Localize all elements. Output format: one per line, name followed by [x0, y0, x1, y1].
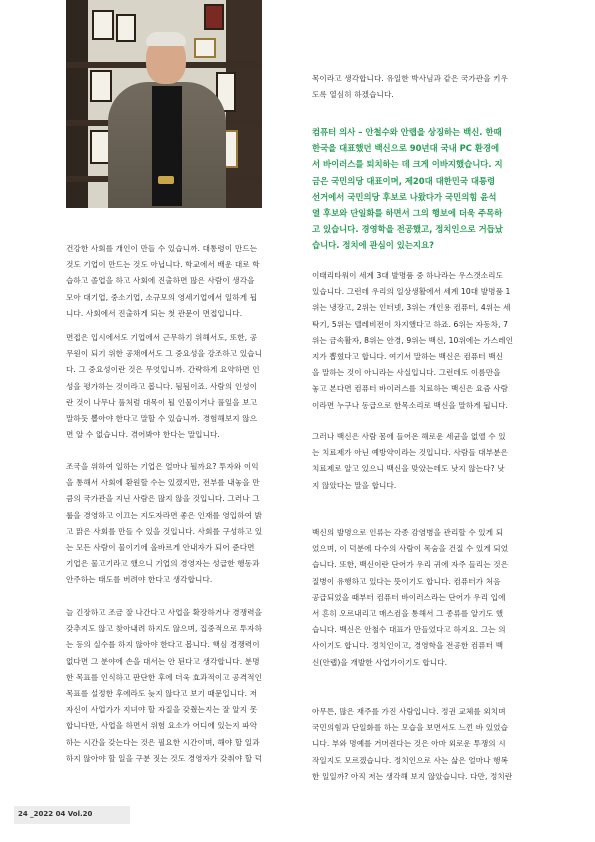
right-paragraph-1: 이태리타워이 세계 3대 발명품 중 하나라는 우스갯소리도 있습니다. 그런데 우리의 일상생활에서 세계 10대 발명품 1 위는 냉장고, 2위는 인터넷, 3위는 개인용 컴퓨터, 4위는 세 탁기, 5위는 텔레비전이 차지했다고 하죠. 6위는 자동차, 7 위는 금속활자, 8위는 안경, 9위는 백신, 10위에는 가스레인 지가 뽑혔다고 합니다. 여기서 말하는 백신은 컴퓨터 백신 을 말하는 것이 아니라는 사실입니다. 그런데도 이름만을 놓고 본다면 컴퓨터 바이러스를 치료하는 백신은 요즘 사람 이라면 누구나 동급으로 한목소리로 백신을 말하게 됩니다.	[312, 271, 514, 410]
left-paragraph-1: 건강한 사회를 개인이 만들 수 있습니까. 대통령이 만드는 것도 기업이 만드는 것도 아닙니다. 학교에서 배운 대로 학 습하고 졸업을 하고 사회에 진출하면 많은 사람이 생각을 모아 대기업, 중소기업, 소규모의 영세기업에서 일하게 됩 니다. 사회에서 진출하게 되는 첫 관문이 면접입니다.	[66, 244, 260, 318]
right-paragraph-3: 백신의 발명으로 인류는 각종 감염병을 관리할 수 있게 되 었으며, 이 덕분에 다수의 사람이 목숨을 건질 수 있게 되었 습니다. 또한, 백신이란 단어가 우리 귀에 자주 들리는 것은 질병이 유행하고 있다는 뜻이기도 합니다. 컴퓨터가 처음 공급되었을 때부터 컴퓨터 바이러스라는 단어가 우리 입에 서 흔히 오르내리고 매스컴을 통해서 그 종류를 알기도 했 습니다. 백신은 안철수 대표가 만들었다고 하지요. 그는 의 사이기도 합니다. 정치인이고, 경영학을 전공한 컴퓨터 백 신(안랩)을 개발한 사업가이기도 합니다.	[312, 528, 509, 667]
right-paragraph-2: 그러나 백신은 사람 몸에 들어온 해로운 세균을 없앨 수 있 는 치료제가 아닌 예방약이라는 것입니다. 사람들 대부분은 치료제로 알고 있으니 백신을 맞았는데도 낫지 않는다? 낫 지 않았다는 말을 합니다.	[312, 432, 509, 490]
award-frame	[204, 4, 224, 30]
certificate-frame	[116, 14, 136, 42]
belt-buckle	[158, 176, 174, 184]
right-paragraph-4: 아무튼, 많은 재주를 가진 사람입니다. 정권 교체를 외치며 국민의힘과 단일화를 하는 모습을 보면서도 느낀 바 있었습 니다. 부와 명예를 거머쥔다는 것은 아마 외로운 투쟁의 시 작일지도 모르겠습니다. 정치인으로 사는 삶은 얼마나 행복 한 일일까? 아직 저는 생각해 보지 않았습니다. 다만, 정치란	[312, 707, 513, 781]
page-footer: 24 _2022 04 Vol.20	[18, 810, 93, 818]
left-paragraph-4: 늘 긴장하고 조금 잘 나간다고 사업을 확장하거나 경쟁력을 갖추지도 않고 찾아내려 하지도 않으며, 집중적으로 투자하 는 등의 실수를 하지 않아야 한다고 봅니다. 핵심 경쟁력이 없다면 그 분야에 손을 대서는 안 된다고 생각합니다. 분명 한 목표를 인식하고 판단한 후에 더욱 효과적이고 공격적인 목표를 설정한 후에라도 늦지 않다고 보기 때문입니다. 저 자신이 사업가가 지녀야 할 자질을 갖췄는지는 잘 알지 못 합니다만, 사업을 하면서 위험 요소가 어디에 있는지 파악 하는 시간을 갖는다는 것은 필요한 시간이며, 해야 할 일과 하지 않아야 할 일을 구분 짓는 것도 경영자가 갖춰야 할 덕	[66, 608, 263, 763]
person-hair	[146, 32, 186, 46]
right-paragraph-top: 목이라고 생각합니다. 유일한 박사님과 같은 국가관을 키우 도록 열심히 하겠습니다.	[312, 74, 509, 100]
left-paragraph-2: 면접은 입시에서도 기업에서 근무하기 위해서도, 또한, 공 무원이 되기 위한 공채에서도 그 중요성을 강조하고 있습니 다. 그 중요성이란 것은 무엇입니까. 간략하게 요약하면 인 성을 평가하는 것이라고 봅니다. 됨됨이죠. 사람의 인성이 란 것이 나무나 풀처럼 대목이 될 인물이거나 풀잎을 보고 말하듯 뽑아야 한다고 말할 수 있습니까. 경험해보지 않으 면 알 수 없습니다. 겪어봐야 한다는 말입니다.	[66, 333, 263, 440]
left-paragraph-3: 조국을 위하여 일하는 기업은 얼마나 될까요? 투자와 이익 을 통해서 사회에 환원할 수는 있겠지만, 전부를 내놓을 만 큼의 국가관을 지닌 사람은 많지 않을 것입니다. 그러나 그 룹을 경영하고 이끄는 지도자라면 좋은 인재를 영입하여 밝 고 맑은 사회를 만들 수 있을 것입니다. 사회를 구성하고 있 는 모든 사람이 물이기에 올바르게 안내자가 되어 준다면 기업은 물고기라고 했으니 기업의 경영자는 성급한 행동과 안주하는 태도를 버려야 한다고 생각합니다.	[66, 462, 263, 585]
certificate-frame	[90, 70, 112, 102]
portrait-photo	[66, 0, 262, 208]
person-shirt	[152, 86, 182, 206]
interview-question: 컴퓨터 의사 – 안철수와 안랩을 상징하는 백신. 한때 한국을 대표했던 백신으로 90년대 국내 PC 환경에 서 바이러스를 퇴치하는 데 크게 이바지했습니다. 지 금은 국민의당 대표이며, 제20대 대한민국 대통령 선거에서 국민의당 후보로 나왔다가 국민의힘 윤석 열 후보와 단일화를 하면서 그의 행보에 더욱 주목하 고 있습니다. 경영학을 전공했고, 정치인으로 거듭났 습니다. 정치에 관심이 있는지요?	[312, 127, 503, 251]
plaque-frame	[194, 38, 216, 58]
certificate-frame	[92, 10, 114, 40]
